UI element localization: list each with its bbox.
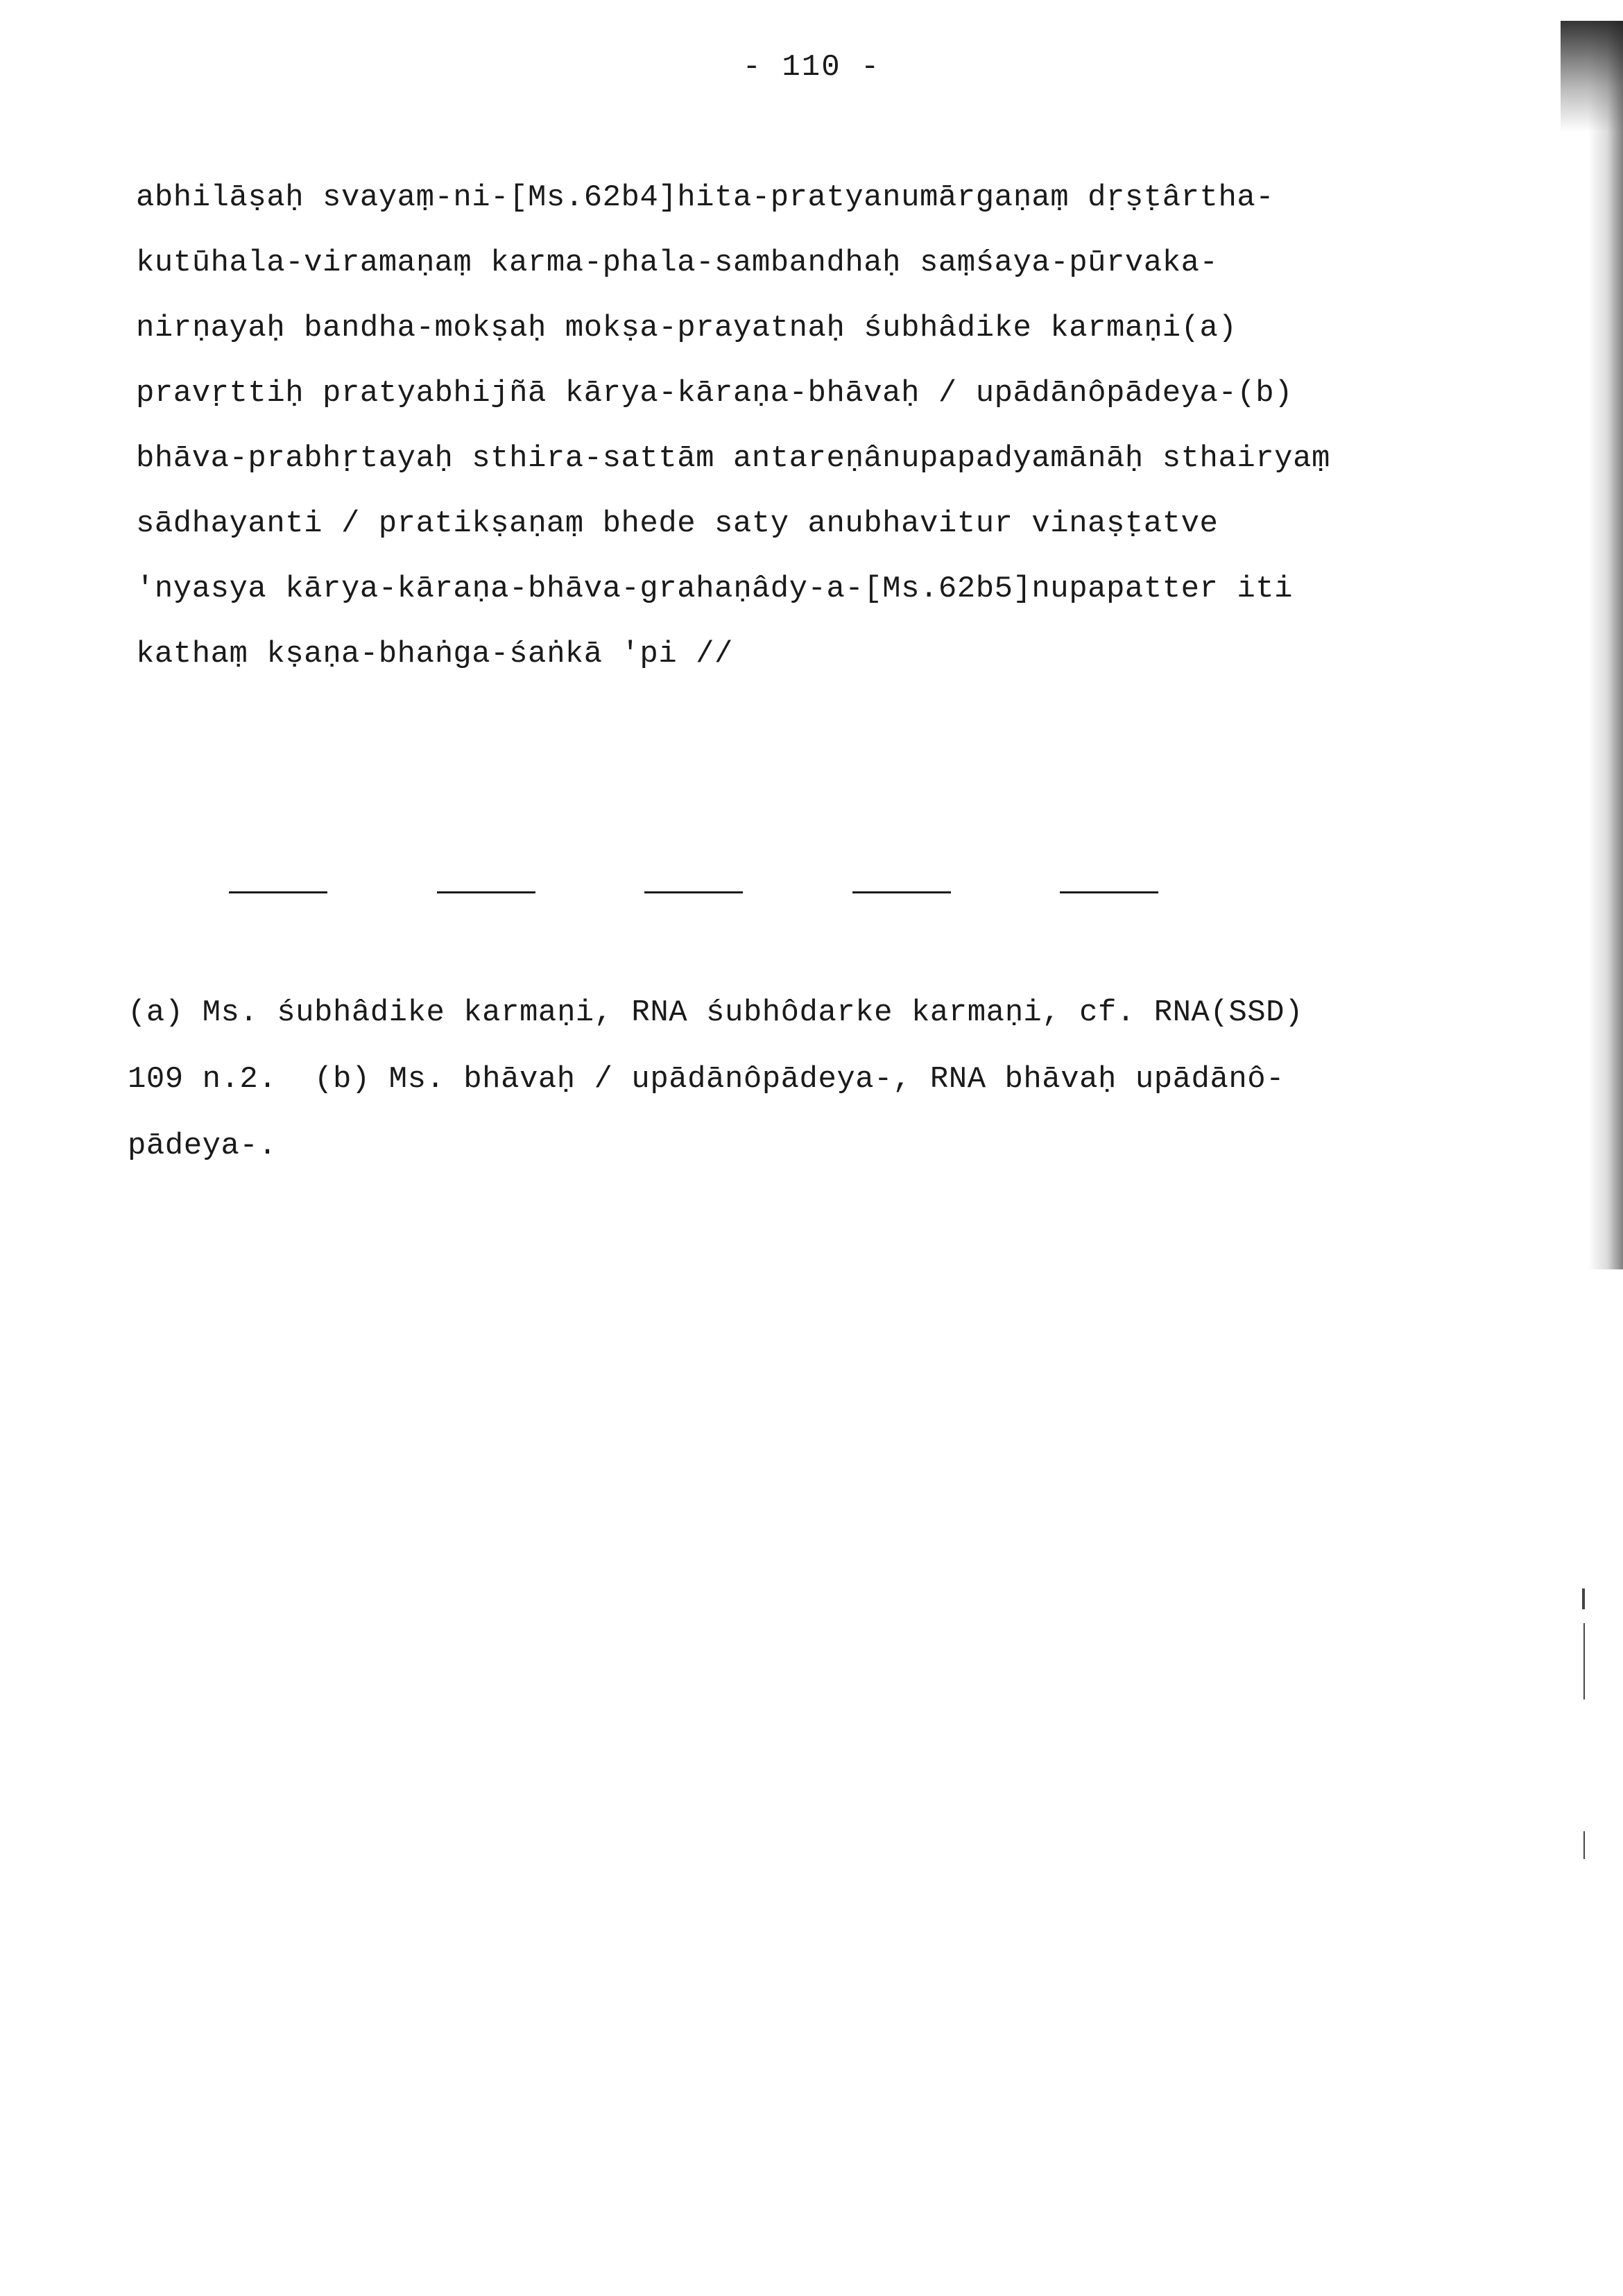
text-line: kathaṃ kṣaṇa-bhaṅga-śaṅkā 'pi //: [136, 637, 733, 671]
separator-dash: [644, 891, 743, 893]
main-text: [136, 165, 1454, 687]
text-line: pravṛttiḥ pratyabhijñā kārya-kāraṇa-bhāvaḥ / upādānôpādeya-(b): [136, 376, 1294, 411]
separator-dash: [1060, 891, 1158, 893]
page-edge-mark: [1582, 1588, 1585, 1609]
footnote-line: pādeya-.: [128, 1129, 277, 1163]
text-line: 'nyasya kārya-kāraṇa-bhāva-grahaṇâdy-a-[Ms.62b5]nupapatter iti: [136, 572, 1294, 606]
page-number: - 110 -: [742, 50, 881, 85]
text-line: kutūhala-viramaṇaṃ karma-phala-sambandhaḥ saṃśaya-pūrvaka-: [136, 246, 1219, 280]
text-line: sādhayanti / pratikṣaṇaṃ bhede saty anubhavitur vinaṣṭatve: [136, 506, 1219, 541]
separator-dash: [437, 891, 535, 893]
page-edge-shadow: [1588, 21, 1623, 1269]
text-line: bhāva-prabhṛtayaḥ sthira-sattām antareṇânupapadyamānāḥ sthairyaṃ: [136, 441, 1330, 476]
page-edge-mark: [1583, 1623, 1585, 1699]
footnotes: [128, 979, 1459, 1179]
footnote-line: 109 n.2. (b) Ms. bhāvaḥ / upādānôpādeya-, RNA bhāvaḥ upādānô-: [128, 1062, 1285, 1097]
separator-dash: [229, 891, 327, 893]
text-line: abhilāṣaḥ svayaṃ-ni-[Ms.62b4]hita-pratyanumārgaṇaṃ dṛṣṭârtha-: [136, 180, 1275, 215]
footnote-separator: [229, 891, 1158, 893]
text-line: nirṇayaḥ bandha-mokṣaḥ mokṣa-prayatnaḥ śubhâdike karmaṇi(a): [136, 311, 1237, 345]
page-edge-mark: [1583, 1831, 1585, 1859]
footnote-line: (a) Ms. śubhâdike karmaṇi, RNA śubhôdarke karmaṇi, cf. RNA(SSD): [128, 995, 1303, 1030]
separator-dash: [852, 891, 951, 893]
